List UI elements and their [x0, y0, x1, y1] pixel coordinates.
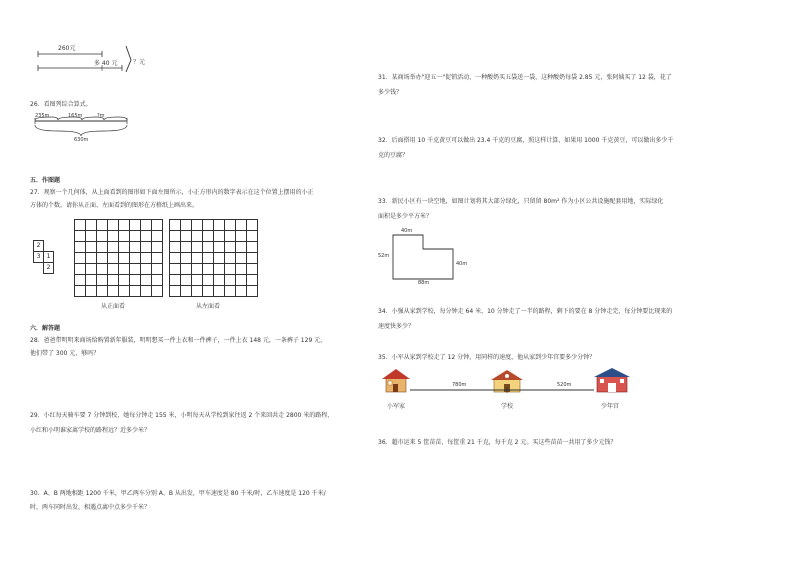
house-icon [382, 369, 410, 392]
q35-dist1: 780m [452, 382, 467, 388]
section6-title: 六．解答题 [30, 325, 61, 332]
q25-brace-icon [126, 46, 131, 72]
q25-segment-top-label: 260元 [58, 45, 76, 52]
q26-total: 630m [74, 137, 89, 143]
q30-line1: 30．A、B 两地相距 1200 千米，甲乙两车分别 A、B 从出发，甲车速度是 80 千米/时，乙车速度是 120 千米/ [30, 490, 326, 497]
q28-line1: 28．爸爸带明明来商场给购置新年服装，明明想买一件上衣和一件裤子，一件上衣 148 元，一条裤子 129 元， [30, 337, 327, 344]
q33-dim-top: 40m [401, 228, 413, 234]
q31-line2: 多少钱？ [378, 89, 403, 96]
q26-seg-b: 165m [68, 113, 83, 119]
q33-dim-left: 52m [378, 253, 390, 259]
q27-cube-cell: 3 [34, 252, 44, 263]
q30-line2: 时，两车同时出发，相遇点离中点多少千米？ [30, 504, 151, 511]
q26-seg-a: 235m [35, 113, 50, 119]
q25-segment-bottom-label: 多 40 元 [94, 60, 118, 67]
q35-dist2: 520m [557, 382, 572, 388]
q35-text: 35．小军从家到学校走了 12 分钟，用同样的速度，他从家到少年宫要多少分钟？ [378, 354, 596, 361]
q32-line1: 32．后面搭用 10 千克黄豆可以做出 23.4 千克的豆腐，照这样计算，如果用 1000 千克黄豆，可以做出多少千 [378, 137, 674, 144]
q34-line1: 34．小强从家到学校，每分钟走 64 米，10 分钟走了一半的路程，剩下的要在 8 分钟走完，每分钟要比现来的 [378, 308, 673, 315]
q33-land-figure [390, 232, 480, 286]
q32-line2: 克的豆腐？ [378, 152, 409, 159]
q33-line1: 33．新民小区有一块空地，如图计划将其大部分绿化，只留留 80m² 作为小区公共设施配套用地，实际绿化 [378, 198, 664, 205]
section5-title: 五．作图题 [30, 177, 61, 184]
q33-dim-bottom: 88m [418, 280, 430, 286]
q27-cube-cell: 2 [44, 263, 54, 274]
q33-line2: 面积是多少平方米？ [378, 213, 433, 220]
q35-route-diagram [378, 366, 658, 402]
q35-place-school: 学校 [501, 403, 514, 410]
q31-line1: 31．某商场举办"迎五一"促销活动，一种酸奶买五袋送一袋，这种酸奶每袋 2.85 元，张阿姨买了 12 袋，花了 [378, 74, 672, 81]
q27-left-view-grid[interactable] [169, 219, 258, 297]
q26-top-brace-d [104, 117, 127, 120]
q26-bottom-brace [35, 125, 127, 136]
q27-line2: 方体的个数。请你从正面、左面看到的图形在方格纸上画出来。 [30, 202, 199, 209]
q27-left-label: 从左面看 [196, 303, 221, 310]
q27-cube-cell: 1 [44, 252, 54, 263]
q33-dim-right: 40m [456, 261, 468, 267]
q34-line2: 速度快多少？ [378, 323, 415, 330]
q26-text: 26．看图列综合算式。 [30, 101, 92, 108]
q29-line1: 29．小红每天骑车要 7 分钟到校，她每分钟走 155 米，小明每天从学校到家往返 2 个来回共走 2800 米的路程， [30, 412, 334, 419]
q36-text: 36．超市运来 5 筐苗苗，每筐重 21 千克，每千克 2 元。买这些苗苗一共用了多少元钱？ [378, 439, 617, 446]
q35-place-home: 小军家 [387, 403, 406, 410]
q27-line1: 27．观察一个几何体，从上面看到的图形如下面左图所示，小正方形内的数字表示在这个位置上摆用的小正 [30, 189, 314, 196]
q28-line2: 他们带了 300 元，够吗？ [30, 350, 100, 357]
q35-place-palace: 少年宫 [601, 403, 620, 410]
q25-brace-label: ？元 [133, 59, 146, 66]
q29-line2: 小红和小明谁家离学校的路程远？近多少米？ [30, 427, 151, 434]
q27-front-label: 从正面看 [101, 303, 126, 310]
q33-land-outline [393, 235, 453, 279]
q27-top-view-figure [33, 240, 54, 274]
youth-palace-icon [594, 368, 630, 392]
q26-seg-c: ?m [97, 113, 105, 119]
q27-front-view-grid[interactable] [74, 219, 163, 297]
q27-cube-cell: 2 [34, 241, 44, 252]
